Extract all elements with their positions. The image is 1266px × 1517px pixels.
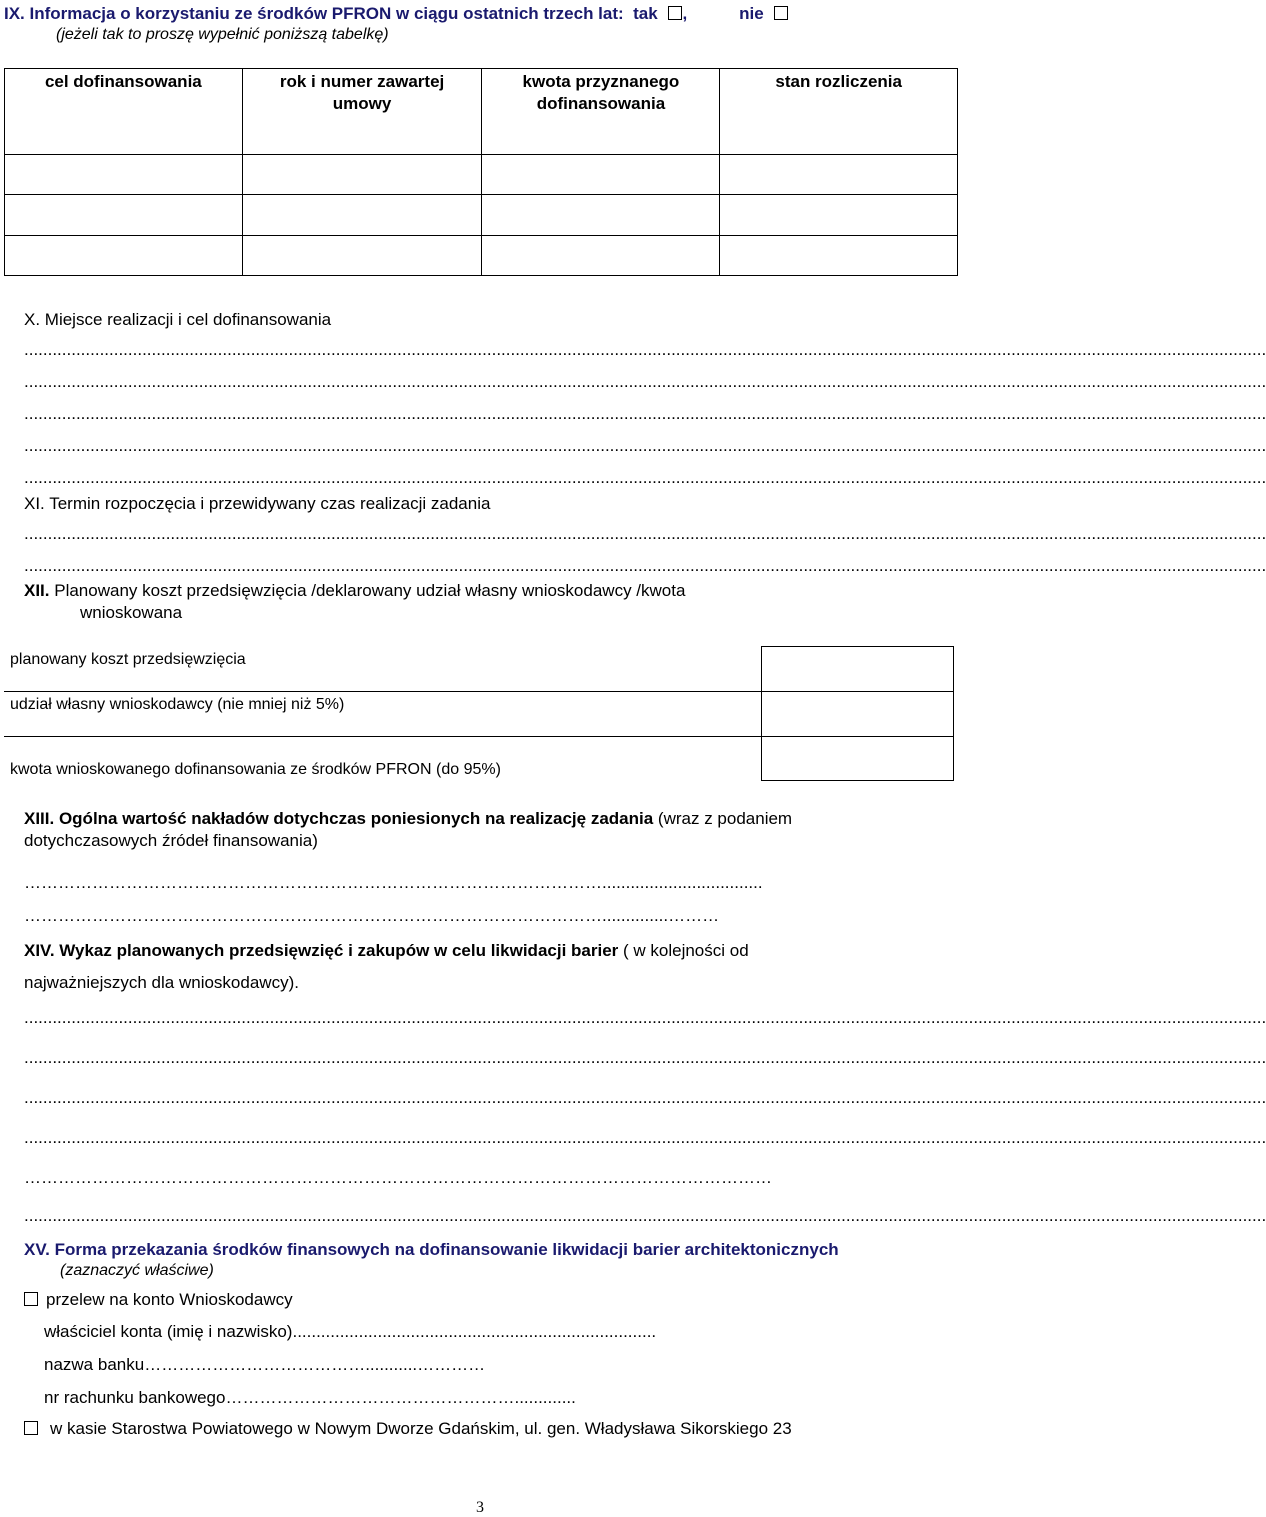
col-header-purpose: cel dofinansowania: [5, 69, 243, 155]
cash-checkbox[interactable]: [24, 1421, 38, 1435]
row-label-requested-amount: kwota wnioskowanego dofinansowania ze środków PFRON (do 95%): [4, 737, 762, 781]
table-cell[interactable]: [720, 236, 958, 276]
owner-row: właściciel konta (imię i nazwisko).............................................................................: [44, 1322, 657, 1341]
section12-number: XII.: [24, 581, 50, 600]
table-cell[interactable]: [482, 195, 720, 236]
fill-line[interactable]: …………………………………………………………………………………………..................................: [24, 873, 763, 892]
section15-note: (zaznaczyć właściwe): [60, 1262, 214, 1279]
table-cell[interactable]: [5, 195, 243, 236]
fill-line[interactable]: .......................................................................................................................................................................................................................................................................: [24, 436, 1266, 455]
table-cell[interactable]: [482, 236, 720, 276]
section12-title-text: Planowany koszt przedsięwzięcia /deklarowany udział własny wnioskodawcy /kwota: [49, 581, 686, 600]
row-label-planned-cost: planowany koszt przedsięwzięcia: [4, 647, 762, 692]
fill-line[interactable]: .......................................................................................................................................................................................................................................................................: [24, 468, 1266, 487]
pfron-history-table: [4, 68, 958, 276]
col-header-settlement: stan rozliczenia: [720, 69, 958, 155]
table-cell[interactable]: [5, 155, 243, 195]
section13-title: XIII. Ogólna wartość nakładów dotychczas poniesionych na realizację zadania (wraz z podaniem: [24, 809, 793, 828]
option-transfer[interactable]: przelew na konto Wnioskodawcy: [24, 1290, 293, 1310]
table-cell[interactable]: [720, 155, 958, 195]
fill-line[interactable]: .......................................................................................................................................................................................................................................................................: [24, 1008, 1266, 1027]
no-checkbox[interactable]: [774, 6, 788, 20]
own-share-field[interactable]: [762, 692, 954, 737]
bank-row: nazwa banku…………………………………...........…………: [44, 1355, 486, 1374]
section14-title-line2: najważniejszych dla wnioskodawcy).: [24, 973, 299, 992]
table-cell[interactable]: [720, 195, 958, 236]
col-header-agreement: rok i numer zawartej umowy: [242, 69, 482, 155]
page-number: 3: [476, 1499, 484, 1516]
row-label-own-share: udział własny wnioskodawcy (nie mniej niż 5%): [4, 692, 762, 737]
fill-line[interactable]: .......................................................................................................................................................................................................................................................................: [24, 524, 1266, 543]
account-row: nr rachunku bankowego…………………………………………….............: [44, 1388, 576, 1407]
section12-title-line2: wnioskowana: [80, 603, 183, 622]
col-header-amount: kwota przyznanego dofinansowania: [482, 69, 720, 155]
section10-title: X. Miejsce realizacji i cel dofinansowania: [24, 310, 332, 329]
section9-note: (jeżeli tak to proszę wypełnić poniższą tabelkę): [56, 26, 389, 43]
planned-cost-field[interactable]: [762, 647, 954, 692]
section11-title: XI. Termin rozpoczęcia i przewidywany czas realizacji zadania: [24, 494, 491, 513]
table-cell[interactable]: [5, 236, 243, 276]
fill-line[interactable]: ……………………………………………………………………………………………………………………: [24, 1168, 772, 1187]
fill-line[interactable]: .......................................................................................................................................................................................................................................................................: [24, 404, 1266, 423]
fill-line[interactable]: .......................................................................................................................................................................................................................................................................: [24, 372, 1266, 391]
table-cell[interactable]: [482, 155, 720, 195]
table-cell[interactable]: [242, 236, 482, 276]
fill-line[interactable]: .......................................................................................................................................................................................................................................................................: [24, 1128, 1266, 1147]
table-cell[interactable]: [242, 155, 482, 195]
fill-line[interactable]: .......................................................................................................................................................................................................................................................................: [24, 556, 1266, 575]
fill-line[interactable]: .......................................................................................................................................................................................................................................................................: [24, 1088, 1266, 1107]
fill-line[interactable]: .......................................................................................................................................................................................................................................................................: [24, 340, 1266, 359]
requested-amount-field[interactable]: [762, 737, 954, 781]
transfer-checkbox[interactable]: [24, 1292, 38, 1306]
yes-checkbox[interactable]: [668, 6, 682, 20]
no-label: nie: [739, 4, 764, 23]
cost-table: [4, 646, 954, 781]
section9-title: IX. Informacja o korzystaniu ze środków PFRON w ciągu ostatnich trzech lat: tak , nie: [4, 4, 796, 24]
section12-title: [24, 581, 685, 601]
section14-title: XIV. Wykaz planowanych przedsięwzięć i zakupów w celu likwidacji barier ( w kolejności od: [24, 941, 749, 960]
fill-line[interactable]: …………………………………………………………………………………………..............………: [24, 906, 720, 925]
section13-title-line2: dotychczasowych źródeł finansowania): [24, 831, 318, 850]
table-cell[interactable]: [242, 195, 482, 236]
fill-line[interactable]: .......................................................................................................................................................................................................................................................................: [24, 1048, 1266, 1067]
section15-title: XV. Forma przekazania środków finansowych na dofinansowanie likwidacji barier architektonicznych: [24, 1240, 839, 1259]
yes-label: tak: [633, 4, 658, 23]
fill-line[interactable]: .......................................................................................................................................................................................................................................................................: [24, 1206, 1266, 1225]
option-cash[interactable]: w kasie Starostwa Powiatowego w Nowym Dworze Gdańskim, ul. gen. Władysława Sikorskiego 23: [24, 1419, 792, 1439]
